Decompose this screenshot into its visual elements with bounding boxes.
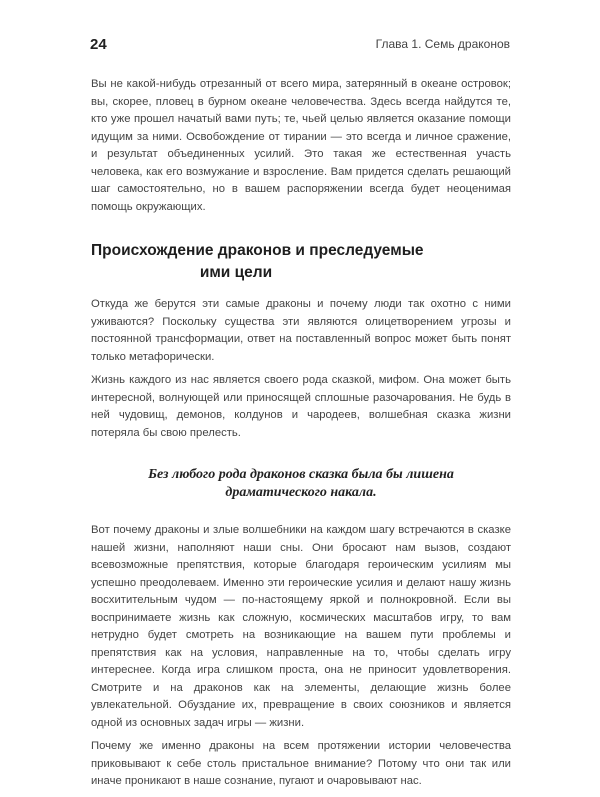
page-number: 24 bbox=[90, 36, 107, 53]
page-body bbox=[91, 76, 511, 797]
body-paragraph: Почему же именно драконы на всем протяжении истории человечества приковывают к себе столь пристальное внимание? Потому что они так или иначе проникают в наше сознание, пугают и очаровывают нас. bbox=[91, 740, 511, 787]
body-paragraph: Жизнь каждого из нас является своего рода сказкой, мифом. Она может быть интересной, волнующей или приносящей сплошные разочарования. Не будь в ней чудовищ, демонов, колдунов и чародеев, волшебная сказка жизни потеряла бы свою прелесть. bbox=[91, 374, 511, 439]
section-heading-line2: ими цели bbox=[199, 264, 273, 281]
body-paragraph: Вот почему драконы и злые волшебники на каждом шагу встречаются в сказке нашей жизни, наполняют наши сны. Они бросают нам вызов, создают всевозможные препятствия, которые благодаря героическим усилиям мы успешно преодолеваем. Именно эти героические усилия и делают нашу жизнь восхитительным чудом — по-настоящему яркой и полнокровной. Если вы воспринимаете жизнь как сложную, космических масштабов игру, то вам нетрудно будет смотреть на возникающие на вашем пути проблемы и препятствия как на условия, направленные на то, чтобы сделать игру интереснее. Когда игра слишком проста, она не приносит удовлетворения. Смотрите и на драконов как на элементы, делающие жизнь более увлекательной. Обуздание их, превращение в своих союзников и является одной из основных задач игры — жизни. bbox=[91, 524, 511, 729]
chapter-title: Глава 1. Семь драконов bbox=[375, 37, 510, 51]
pull-quote: Без любого рода драконов сказка была бы лишена драматического накала. bbox=[148, 467, 454, 500]
running-header bbox=[90, 36, 510, 58]
intro-paragraph: Вы не какой-нибудь отрезанный от всего мира, затерянный в океане островок; вы, скорее, пловец в бурном океане человечества. Здесь всегда найдутся те, кто уже прошел начатый вами путь; те, чьей целью является оказание помощи идущим за ними. Освобождение от тирании — это всегда и личное сражение, и результат объединенных усилий. Это такая же естественная участь человека, как его возмужание и взросление. Вам придется сделать решающий шаг самостоятельно, но в вашем распоряжении всегда будет неоценимая помощь окружающих. bbox=[91, 78, 511, 213]
body-paragraph: Откуда же берутся эти самые драконы и почему люди так охотно с ними уживаются? Поскольку существа эти являются олицетворением угрозы и постоянной трансформации, ответ на поставленный вопрос может быть понят только метафорически. bbox=[91, 298, 511, 363]
section-heading bbox=[91, 240, 511, 284]
section-heading-line1: Происхождение драконов и преследуемые bbox=[91, 242, 424, 259]
